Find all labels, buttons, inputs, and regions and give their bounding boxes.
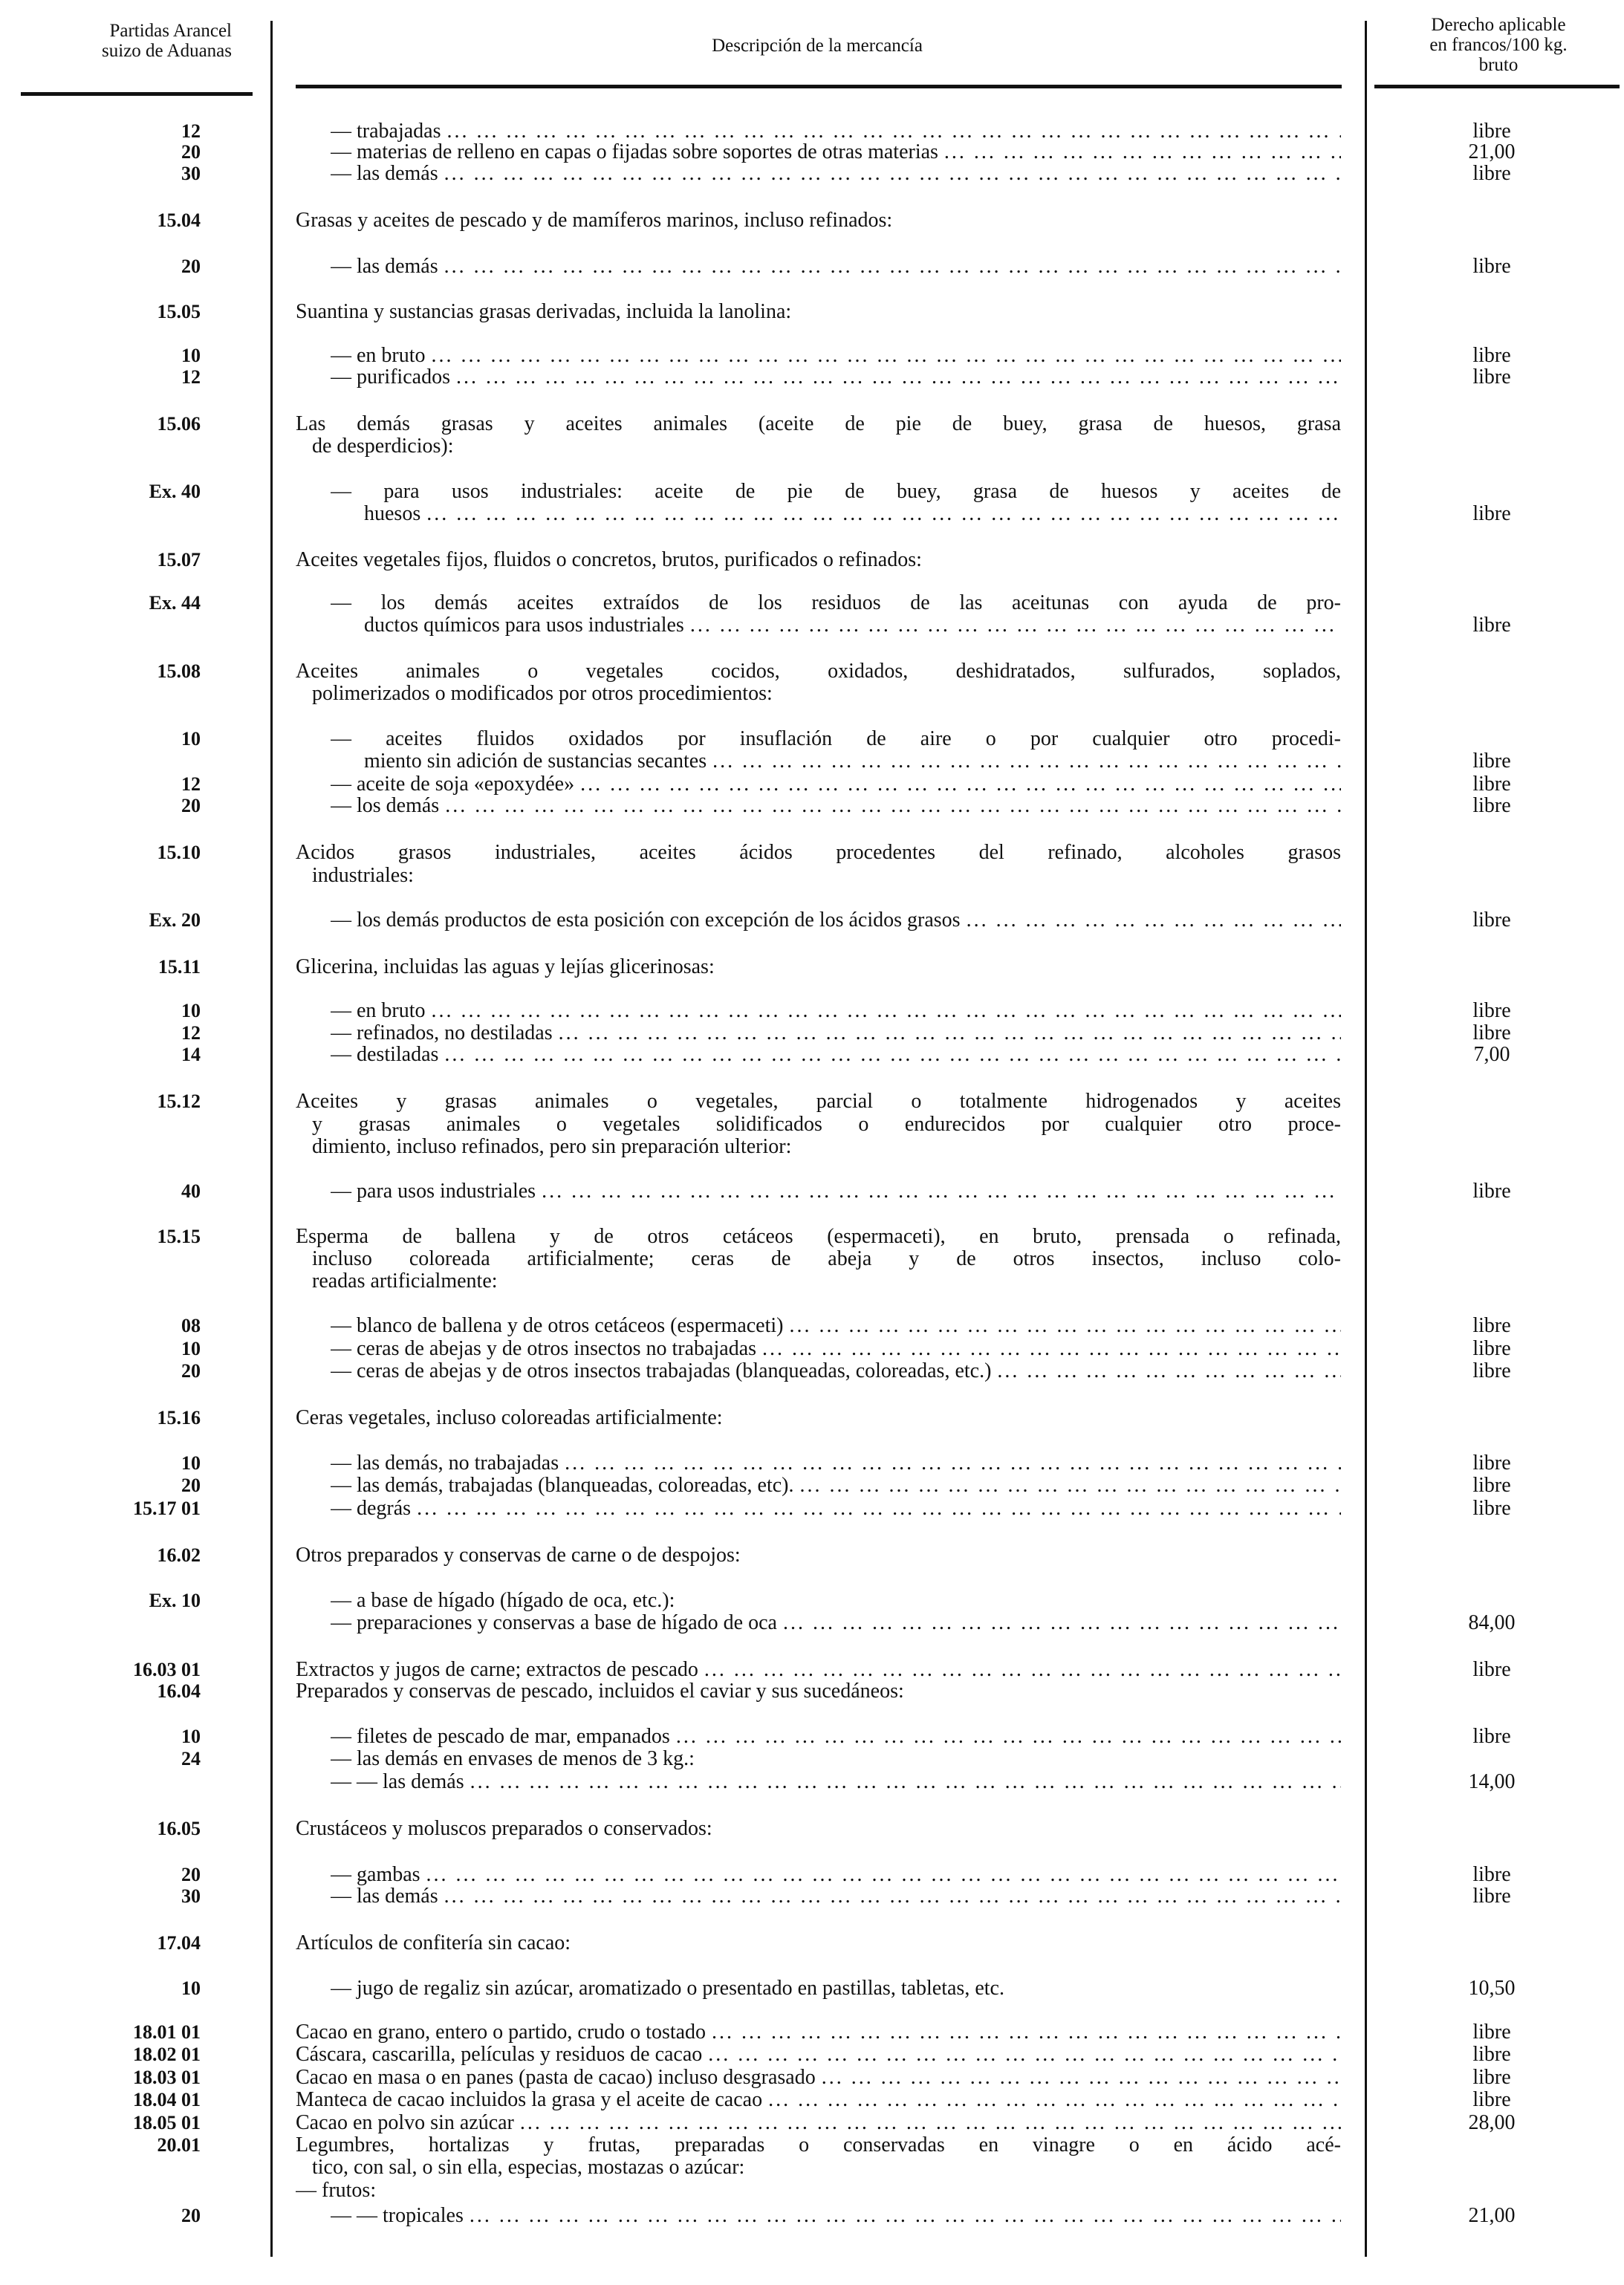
description-line [312, 2156, 1341, 2179]
leader-dots [514, 2112, 1341, 2134]
description-line [331, 1475, 1341, 1497]
leader-dots [439, 795, 1341, 817]
tariff-code: 12 [181, 120, 201, 143]
description-line [312, 865, 1341, 887]
description-text: ductos químicos para usos industriales [364, 614, 684, 637]
description-line: Aceites y grasas animales o vegetales, parcial o totalmente hidrogenados y aceites [296, 1091, 1341, 1114]
description-line [331, 773, 1341, 796]
description-line: — aceites fluidos oxidados por insuflación de aire o por cualquier otro procedi- [331, 727, 1341, 750]
leader-dots [441, 120, 1342, 143]
description-text: — degrás [331, 1498, 412, 1521]
leader-dots [438, 256, 1341, 278]
header-rule-left [21, 92, 253, 96]
tariff-code: 10 [181, 1726, 201, 1748]
leader-dots [698, 1659, 1341, 1681]
description-line: — los demás aceites extraídos de los residuos de las aceitunas con ayuda de pro- [331, 591, 1341, 614]
header-line: suizo de Aduanas [102, 41, 232, 61]
description-text: dimiento, incluso refinados, pero sin preparación ulterior: [312, 1135, 792, 1158]
tariff-code: 16.04 [157, 1680, 201, 1703]
tariff-code: 15.06 [157, 413, 201, 435]
tariff-code: 15.12 [157, 1091, 201, 1113]
duty-value: libre [1472, 1359, 1511, 1382]
description-text: Glicerina, incluidas las aguas y lejías glicerinosas: [296, 956, 715, 979]
tariff-code: 14 [181, 1044, 201, 1066]
column-header-description: Descripción de la mercancía [712, 36, 923, 56]
description-line [331, 1748, 1341, 1770]
duty-value: libre [1472, 772, 1511, 796]
leader-dots [438, 1885, 1341, 1908]
leader-dots [706, 2021, 1341, 2044]
description-line [312, 683, 1341, 705]
tariff-code: 15.16 [157, 1406, 201, 1428]
tariff-code: Ex. 10 [149, 1590, 201, 1612]
description-text: industriales: [312, 864, 414, 887]
description-line [312, 435, 1341, 458]
leader-dots [438, 163, 1341, 185]
description-text: Artículos de confitería sin cacao: [296, 1932, 571, 1955]
description-line [331, 141, 1341, 163]
header-rule-middle [296, 85, 1342, 88]
tariff-code: 24 [181, 1747, 201, 1769]
duty-value: 10,50 [1468, 1977, 1516, 2000]
tariff-code: 18.04 01 [133, 2088, 201, 2110]
tariff-code: 20 [181, 140, 201, 163]
duty-value: libre [1472, 1473, 1511, 1497]
tariff-code: 20 [181, 795, 201, 817]
description-line [331, 366, 1341, 389]
description-line [331, 1338, 1341, 1360]
description-text: — a base de hígado (hígado de oca, etc.): [331, 1590, 675, 1613]
description-line: — para usos industriales: aceite de pie de buey, grasa de huesos y aceites de [331, 480, 1341, 503]
tariff-code: 15.07 [157, 549, 201, 571]
description-line: Legumbres, hortalizas y frutas, preparadas o conservadas en vinagre o en ácido acé- [296, 2133, 1341, 2156]
leader-dots [816, 2067, 1341, 2089]
column-divider-right [1365, 21, 1367, 2257]
tariff-code: 20 [181, 255, 201, 277]
leader-dots [411, 1498, 1341, 1520]
description-text: Aceites vegetales fijos, fluidos o concretos, brutos, purificados o refinados: [296, 549, 922, 572]
description-line [331, 1726, 1341, 1748]
tariff-code: 10 [181, 727, 201, 750]
description-line [296, 549, 1341, 571]
tariff-code: 20 [181, 2204, 201, 2226]
description-line [296, 2044, 1341, 2066]
description-line [331, 345, 1341, 367]
tariff-code: 30 [181, 163, 201, 185]
description-text: miento sin adición de sustancias secantes [364, 750, 707, 773]
duty-value: libre [1472, 502, 1511, 526]
description-text: — los demás [331, 795, 440, 818]
tariff-code: Ex. 44 [149, 591, 201, 614]
description-text: Manteca de cacao incluidos la grasa y el aceite de cacao [296, 2088, 763, 2111]
duty-value: libre [1472, 613, 1511, 637]
duty-value: libre [1472, 2042, 1511, 2066]
header-line: Partidas Arancel [109, 21, 232, 41]
leader-dots [450, 366, 1341, 389]
duty-value: libre [1472, 794, 1511, 818]
description-text: Cacao en polvo sin azúcar [296, 2112, 514, 2135]
description-line [331, 909, 1341, 932]
description-line [331, 1315, 1341, 1337]
tariff-code: 12 [181, 773, 201, 795]
leader-dots [707, 750, 1341, 773]
tariff-code: 15.04 [157, 209, 201, 232]
leader-dots [756, 1338, 1341, 1360]
leader-dots [426, 1000, 1341, 1022]
description-line [331, 1360, 1341, 1382]
description-line [331, 1771, 1341, 1793]
duty-value: 21,00 [1468, 2203, 1516, 2227]
description-line: Acidos grasos industriales, aceites ácidos procedentes del refinado, alcoholes grasos [296, 842, 1341, 865]
duty-value: libre [1472, 2087, 1511, 2111]
description-line [296, 1818, 1341, 1840]
column-header-tariff-code [102, 21, 232, 61]
tariff-code: Ex. 40 [149, 480, 201, 502]
description-line [312, 1136, 1341, 1158]
description-text: — filetes de pescado de mar, empanados [331, 1726, 670, 1749]
duty-value: libre [1472, 1497, 1511, 1521]
duty-value: 7,00 [1473, 1043, 1510, 1067]
tariff-code: 16.03 01 [133, 1658, 201, 1680]
tariff-code: 10 [181, 1338, 201, 1360]
duty-value: 14,00 [1468, 1770, 1516, 1794]
description-line [296, 1680, 1341, 1703]
description-text: Grasas y aceites de pescado y de mamíferos marinos, incluso refinados: [296, 209, 893, 233]
description-line [331, 1977, 1341, 2000]
leader-dots [670, 1726, 1341, 1748]
tariff-code: 17.04 [157, 1932, 201, 1954]
duty-value: libre [1472, 999, 1511, 1023]
tariff-code: 20 [181, 1863, 201, 1885]
leader-dots [961, 909, 1341, 932]
description-text: — los demás productos de esta posición con excepción de los ácidos grasos [331, 909, 961, 932]
description-text: Cacao en masa o en panes (pasta de cacao) incluso desgrasado [296, 2067, 816, 2090]
duty-value: libre [1472, 1179, 1511, 1203]
description-line [296, 2021, 1341, 2044]
leader-dots [684, 614, 1341, 637]
description-text: Preparados y conservas de pescado, incluidos el caviar y sus sucedáneos: [296, 1680, 904, 1703]
description-text: — preparaciones y conservas a base de hígado de oca [331, 1611, 777, 1634]
tariff-code: 08 [181, 1314, 201, 1336]
description-text: Extractos y jugos de carne; extractos de pescado [296, 1658, 698, 1681]
leader-dots [426, 345, 1341, 367]
duty-value: libre [1472, 909, 1511, 932]
description-line [331, 163, 1341, 185]
tariff-code: 15.15 [157, 1225, 201, 1247]
description-text: — aceite de soja «epoxydée» [331, 773, 575, 796]
description-line [331, 795, 1341, 817]
tariff-code: 15.17 01 [133, 1498, 201, 1520]
description-line: incluso coloreada artificialmente; ceras de abeja y de otros insectos, incluso colo- [312, 1247, 1341, 1270]
tariff-code: 18.01 01 [133, 2021, 201, 2044]
description-text: — gambas [331, 1863, 420, 1886]
tariff-code: 18.03 01 [133, 2067, 201, 2089]
description-line: Las demás grasas y aceites animales (aceite de pie de buey, grasa de huesos, grasa [296, 413, 1341, 436]
description-text: de desperdicios): [312, 435, 454, 458]
description-text: — jugo de regaliz sin azúcar, aromatizado o presentado en pastillas, tabletas, etc. [331, 1977, 1004, 2000]
description-line [312, 1270, 1341, 1293]
header-line: Derecho aplicable [1431, 15, 1566, 35]
description-line [296, 1659, 1341, 1681]
description-text: readas artificialmente: [312, 1270, 498, 1293]
description-text: — — tropicales [331, 2204, 464, 2227]
description-line [296, 956, 1341, 978]
duty-value: libre [1472, 1337, 1511, 1361]
tariff-code: Ex. 20 [149, 909, 201, 932]
description-text: huesos [364, 503, 421, 526]
description-text: — las demás en envases de menos de 3 kg.: [331, 1747, 695, 1770]
description-text: polimerizados o modificados por otros procedimientos: [312, 683, 773, 706]
description-text: — ceras de abejas y de otros insectos no trabajadas [331, 1338, 757, 1361]
duty-value: libre [1472, 254, 1511, 278]
leader-dots [559, 1452, 1341, 1475]
duty-value: libre [1472, 1885, 1511, 1908]
duty-value: libre [1472, 1313, 1511, 1337]
description-line [331, 1885, 1341, 1908]
tariff-code: 12 [181, 366, 201, 389]
description-line [331, 256, 1341, 278]
duty-value: libre [1472, 365, 1511, 389]
description-line [331, 1498, 1341, 1520]
tariff-code: 15.08 [157, 660, 201, 683]
description-text: — las demás, no trabajadas [331, 1452, 559, 1475]
duty-value: libre [1472, 750, 1511, 773]
column-header-duty [1373, 15, 1624, 75]
tariff-code: 10 [181, 344, 201, 366]
description-line [331, 1590, 1341, 1612]
leader-dots [464, 1771, 1341, 1793]
description-line [296, 1932, 1341, 1954]
duty-value: libre [1472, 120, 1511, 143]
leader-dots [536, 1180, 1341, 1203]
description-line [364, 750, 1341, 773]
description-line [296, 2089, 1341, 2111]
description-line [331, 1000, 1341, 1022]
description-text: — blanco de ballena y de otros cetáceos (espermaceti) [331, 1314, 784, 1337]
header-line: en francos/100 kg. [1429, 35, 1568, 55]
description-line [296, 209, 1341, 232]
duty-value: libre [1472, 343, 1511, 367]
leader-dots [574, 773, 1341, 796]
description-line [331, 1452, 1341, 1475]
description-text: — purificados [331, 366, 450, 389]
duty-value: libre [1472, 2021, 1511, 2044]
leader-dots [702, 2044, 1341, 2066]
tariff-code: 16.02 [157, 1544, 201, 1567]
leader-dots [762, 2089, 1341, 2111]
duty-value: 84,00 [1468, 1610, 1516, 1634]
description-text: tico, con sal, o sin ella, especias, mostazas o azúcar: [312, 2156, 745, 2180]
description-text: Suantina y sustancias grasas derivadas, incluida la lanolina: [296, 300, 792, 323]
description-line [296, 1407, 1341, 1429]
description-line [296, 2180, 1341, 2202]
description-text: — destiladas [331, 1044, 439, 1067]
tariff-code: 20 [181, 1359, 201, 1382]
leader-dots [991, 1360, 1341, 1382]
duty-value: libre [1472, 1862, 1511, 1886]
description-text: Cacao en grano, entero o partido, crudo o tostado [296, 2021, 707, 2044]
description-line [331, 1044, 1341, 1066]
description-line [296, 2112, 1341, 2134]
tariff-code: 10 [181, 1000, 201, 1022]
duty-value: libre [1472, 1451, 1511, 1475]
description-text: Otros preparados y conservas de carne o de despojos: [296, 1544, 741, 1567]
duty-value: libre [1472, 1657, 1511, 1681]
leader-dots [464, 2205, 1341, 2227]
leader-dots [420, 1864, 1341, 1886]
leader-dots [938, 141, 1341, 163]
tariff-code: 18.02 01 [133, 2043, 201, 2065]
description-text: — en bruto [331, 1000, 426, 1023]
duty-value: libre [1472, 1021, 1511, 1044]
description-line [296, 301, 1341, 323]
tariff-code: 16.05 [157, 1818, 201, 1840]
duty-value: libre [1472, 162, 1511, 186]
leader-dots [794, 1475, 1341, 1497]
leader-dots [553, 1022, 1341, 1044]
description-line [331, 2205, 1341, 2227]
tariff-code: 40 [181, 1180, 201, 1202]
description-text: — en bruto [331, 344, 426, 367]
description-line: y grasas animales o vegetales solidificados o endurecidos por cualquier otro proce- [312, 1113, 1341, 1136]
duty-value: 28,00 [1468, 2111, 1516, 2135]
description-line [296, 1544, 1341, 1567]
leader-dots [777, 1612, 1341, 1634]
column-divider-left [270, 21, 273, 2257]
description-line [364, 614, 1341, 637]
tariff-code: 20.01 [157, 2133, 201, 2156]
description-text: — las demás [331, 1885, 438, 1908]
description-text: — frutos: [296, 2180, 377, 2203]
description-line [331, 1022, 1341, 1044]
tariff-code: 15.05 [157, 300, 201, 322]
description-text: — ceras de abejas y de otros insectos trabajadas (blanqueadas, coloreadas, etc.) [331, 1359, 992, 1382]
description-text: Ceras vegetales, incluso coloreadas artificialmente: [296, 1406, 723, 1429]
tariff-code: 10 [181, 1977, 201, 2000]
description-line [331, 120, 1341, 143]
description-text: — — las demás [331, 1771, 464, 1794]
description-text: — trabajadas [331, 120, 441, 143]
tariff-code: 20 [181, 1474, 201, 1496]
tariff-code: 12 [181, 1021, 201, 1044]
tariff-code: 10 [181, 1452, 201, 1474]
tariff-code: 15.10 [157, 842, 201, 864]
duty-value: 21,00 [1468, 140, 1516, 163]
description-text: — refinados, no destiladas [331, 1021, 553, 1044]
tariff-code: 30 [181, 1885, 201, 1908]
leader-dots [784, 1315, 1342, 1337]
description-line [364, 503, 1341, 525]
description-text: — materias de relleno en capas o fijadas sobre soportes de otras materias [331, 140, 938, 163]
header-line: bruto [1478, 55, 1519, 75]
description-text: — las demás [331, 163, 438, 186]
duty-value: libre [1472, 1725, 1511, 1749]
description-text: Cáscara, cascarilla, películas y residuos de cacao [296, 2043, 703, 2066]
description-line [331, 1612, 1341, 1634]
description-line: Esperma de ballena y de otros cetáceos (espermaceti), en bruto, prensada o refinada, [296, 1225, 1341, 1248]
description-text: — las demás, trabajadas (blanqueadas, coloreadas, etc). [331, 1474, 794, 1497]
description-text: — las demás [331, 255, 438, 278]
tariff-code: 18.05 01 [133, 2112, 201, 2134]
header-rule-right [1374, 85, 1620, 88]
leader-dots [438, 1044, 1341, 1066]
description-line: Aceites animales o vegetales cocidos, oxidados, deshidratados, sulfurados, soplados, [296, 660, 1341, 683]
description-line [331, 1864, 1341, 1886]
description-line [331, 1180, 1341, 1203]
description-text: Crustáceos y moluscos preparados o conservados: [296, 1818, 712, 1841]
tariff-code: 15.11 [157, 956, 201, 978]
description-line [296, 2067, 1341, 2089]
leader-dots [420, 503, 1341, 525]
duty-value: libre [1472, 2066, 1511, 2090]
description-text: — para usos industriales [331, 1180, 536, 1203]
